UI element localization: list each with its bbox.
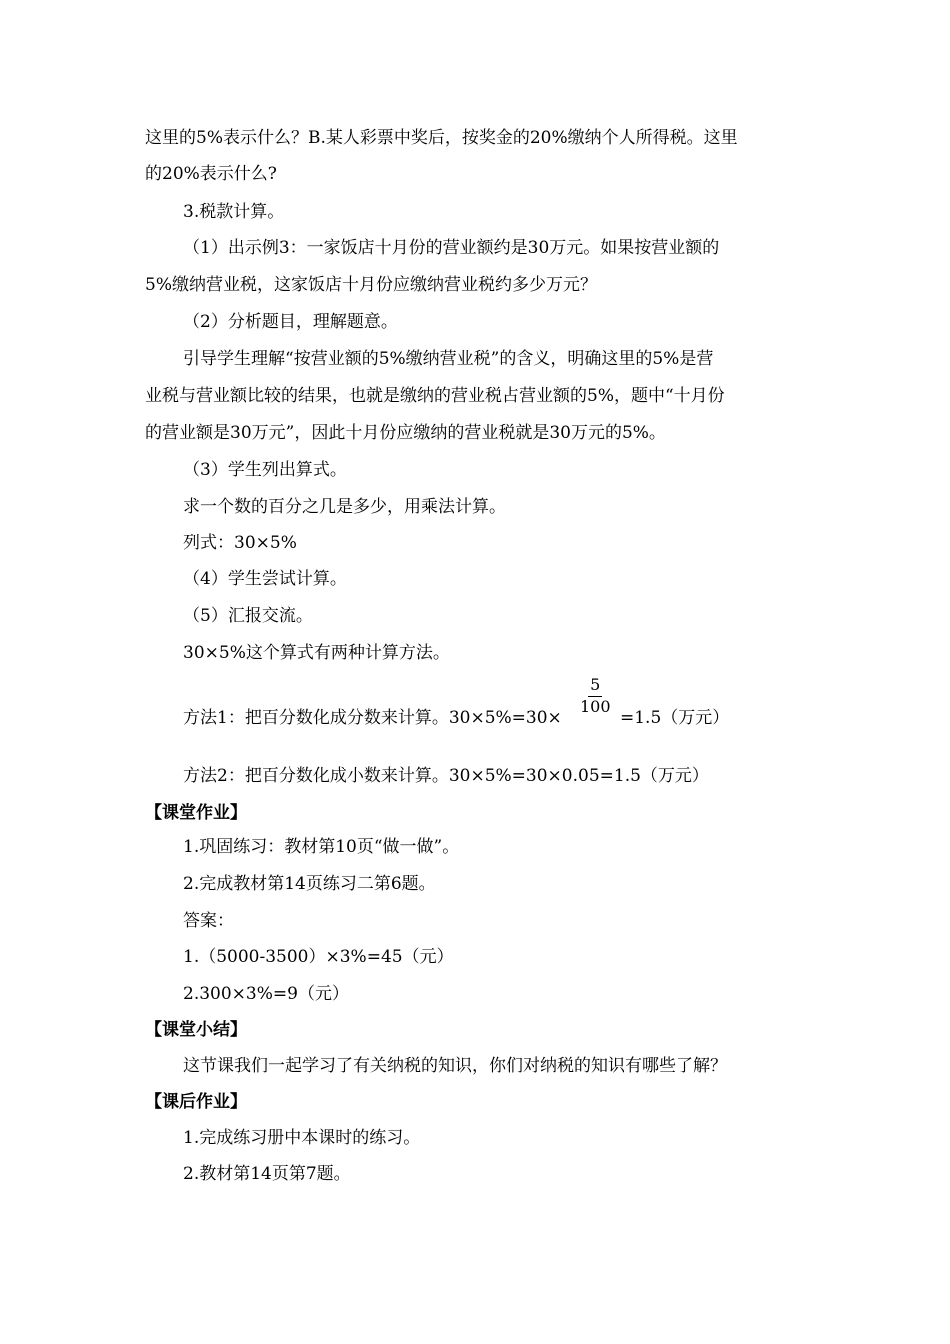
paragraph-line: 30×5%这个算式有两种计算方法。 — [183, 643, 450, 663]
homework-heading: 【课后作业】 — [145, 1092, 247, 1112]
fraction-numerator: 5 — [588, 676, 602, 697]
list-item: 答案： — [183, 911, 234, 931]
summary-text: 这节课我们一起学习了有关纳税的知识，你们对纳税的知识有哪些了解？ — [183, 1056, 727, 1076]
paragraph-line: 这里的5%表示什么？B.某人彩票中奖后，按奖金的20%缴纳个人所得税。这里 — [145, 128, 738, 148]
paragraph-line: 的营业额是30万元”，因此十月份应缴纳的营业税就是30万元的5%。 — [145, 423, 666, 443]
summary-heading: 【课堂小结】 — [145, 1020, 247, 1040]
paragraph-line: 5%缴纳营业税，这家饭店十月份应缴纳营业税约多少万元？ — [145, 275, 597, 295]
paragraph-line: 列式：30×5% — [183, 533, 297, 553]
paragraph-line: 引导学生理解“按营业额的5%缴纳营业税”的含义，明确这里的5%是营 — [183, 349, 714, 369]
paragraph-line: 求一个数的百分之几是多少，用乘法计算。 — [183, 497, 506, 517]
method1-suffix: =1.5（万元） — [620, 708, 730, 728]
paragraph-line: 业税与营业额比较的结果，也就是缴纳的营业税占营业额的5%，题中“十月份 — [145, 386, 725, 406]
list-item: 2.300×3%=9（元） — [183, 984, 349, 1004]
list-item: 2.教材第14页第7题。 — [183, 1164, 351, 1184]
paragraph-line: （2）分析题目，理解题意。 — [183, 312, 398, 332]
paragraph-line: （3）学生列出算式。 — [183, 460, 347, 480]
classwork-heading: 【课堂作业】 — [145, 803, 247, 823]
method2-line: 方法2：把百分数化成小数来计算。30×5%=30×0.05=1.5（万元） — [183, 766, 709, 786]
section-title: 3.税款计算。 — [183, 202, 285, 222]
paragraph-line: （5）汇报交流。 — [183, 606, 313, 626]
paragraph-line: （4）学生尝试计算。 — [183, 569, 347, 589]
list-item: 2.完成教材第14页练习二第6题。 — [183, 874, 436, 894]
fraction-denominator: 100 — [580, 697, 611, 716]
list-item: 1.（5000-3500）×3%=45（元） — [183, 947, 454, 967]
paragraph-line: （1）出示例3：一家饭店十月份的营业额约是30万元。如果按营业额的 — [183, 238, 720, 258]
list-item: 1.巩固练习：教材第10页“做一做”。 — [183, 837, 460, 857]
list-item: 1.完成练习册中本课时的练习。 — [183, 1128, 421, 1148]
paragraph-line: 的20%表示什么? — [145, 164, 277, 184]
fraction — [580, 676, 611, 716]
method1-prefix: 方法1：把百分数化成分数来计算。30×5%=30× — [183, 708, 562, 728]
